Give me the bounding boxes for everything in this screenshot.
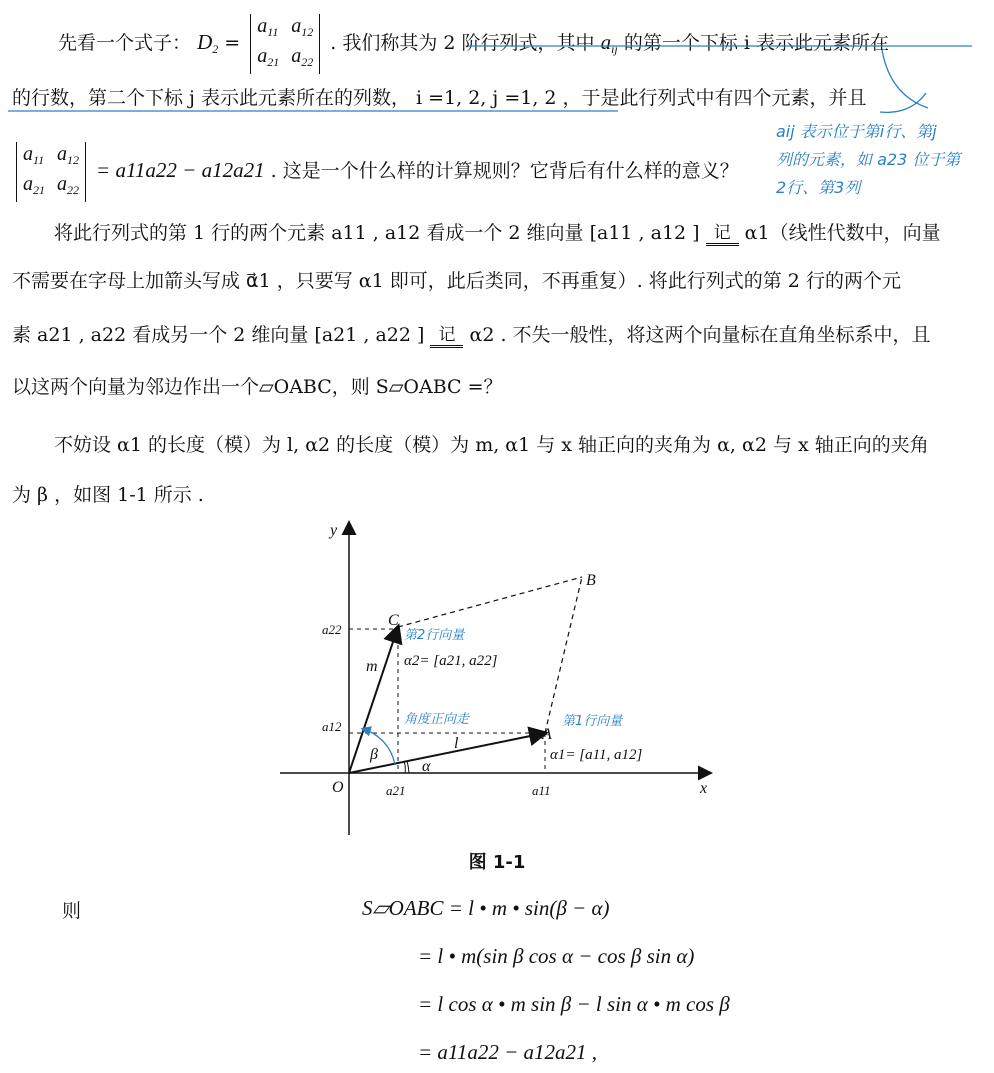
margin-note <box>776 120 960 200</box>
label-B: B <box>586 572 596 589</box>
label-y: y <box>330 522 338 539</box>
paragraph3-line2: 为 β ，如图 1-1 所示 . <box>12 484 204 506</box>
p2-line3-a: 素 a21 , a22 看成另一个 2 维向量 [a21 , a22 ] <box>12 324 425 346</box>
aij-symbol: $a_{ij}$ <box>600 30 618 56</box>
label-C: C <box>388 612 399 629</box>
vector-OA <box>349 733 545 773</box>
p1-question: . 这是一个什么样的计算规则？它背后有什么样的意义？ <box>270 160 739 182</box>
label-a11: a11 <box>532 783 551 798</box>
paragraph2-line4: 以这两个向量为邻边作出一个▱OABC，则 S▱OABC =？ <box>12 376 503 398</box>
p1-mid: . 我们称其为 2 阶行列式，其中 <box>330 32 595 54</box>
side-CB <box>398 577 582 627</box>
ji-arrow-2: 记 <box>430 327 463 348</box>
derivation-line-2: = l • m(sin β cos α − cos β sin α) <box>418 944 695 968</box>
label-O: O <box>332 779 344 796</box>
label-alpha: α <box>422 758 431 775</box>
label-a12: a12 <box>322 719 342 734</box>
p2-line1-a: 将此行列式的第 1 行的两个元素 a11 , a12 看成一个 2 维向量 [a11 , a12 ] <box>54 222 700 244</box>
paragraph1-line2: 的行数，第二个下标 j 表示此元素所在的列数， i =1, 2, j =1, 2 ，于是此行列式中有四个元素，并且 <box>12 87 867 109</box>
p1-prefix: 先看一个式子： <box>58 32 192 54</box>
label-l: l <box>454 735 459 752</box>
note-angle: 角度正向走 <box>404 712 470 727</box>
det-expansion: = a11a22 − a12a21 <box>96 158 265 182</box>
label-a21: a21 <box>386 783 406 798</box>
margin-note-line3: 2行、第3列 <box>776 178 861 197</box>
label-m: m <box>366 658 378 675</box>
p2-line1-b: α1（线性代数中，向量 <box>744 222 941 244</box>
ji-arrow: 记 <box>706 225 739 246</box>
eq-sign: = <box>224 32 241 54</box>
alpha-arc-small <box>404 761 405 773</box>
then-word: 则 <box>62 900 82 922</box>
paragraph2-line1 <box>54 220 994 246</box>
paragraph3-line1: 不妨设 α1 的长度（模）为 l, α2 的长度（模）为 m, α1 与 x 轴正向的夹角为 α, α2 与 x 轴正向的夹角 <box>54 434 929 456</box>
p1-suffix: 的第一个下标 i 表示此元素所在 <box>623 32 889 54</box>
figure-caption: 图 1-1 <box>468 852 526 873</box>
d2-symbol: $D_2$ <box>197 30 219 56</box>
determinant-2x2-repeat: $a_{11}$ $a_{12}$ $a_{21}$ $a_{22}$ <box>16 142 86 202</box>
derivation-line-1: S▱OABC = l • m • sin(β − α) <box>362 896 610 920</box>
label-x: x <box>700 780 708 797</box>
label-a22: a22 <box>322 622 342 637</box>
formula-alpha2: α2= [a21, a22] <box>404 653 498 669</box>
paragraph2-line3 <box>12 322 994 348</box>
beta-arc <box>363 729 395 765</box>
label-beta: β <box>370 746 378 763</box>
figure-1-1 <box>270 515 730 840</box>
derivation-line-4: = a11a22 − a12a21 , <box>418 1040 598 1064</box>
formula-alpha1: α1= [a11, a12] <box>550 747 643 763</box>
margin-note-line2: 列的元素，如 a23 位于第 <box>776 150 961 169</box>
note-row2-vector: 第2行向量 <box>404 628 465 643</box>
note-row1-vector: 第1行向量 <box>562 714 623 729</box>
label-A: A <box>542 726 552 743</box>
p2-line3-b: α2 . 不失一般性，将这两个向量标在直角坐标系中，且 <box>469 324 931 346</box>
derivation-line-3: = l cos α • m sin β − l sin α • m cos β <box>418 992 730 1016</box>
determinant-2x2: $a_{11}$ $a_{12}$ $a_{21}$ $a_{22}$ <box>250 14 320 74</box>
margin-note-line1: aij 表示位于第i行、第j <box>776 122 937 141</box>
side-AB <box>545 577 582 733</box>
alpha-arc <box>407 761 409 773</box>
paragraph2-line2: 不需要在字母上加箭头写成 α⃗1 ，只要写 α1 即可，此后类同，不再重复）. 将此行列式的第 2 行的两个元 <box>12 270 901 292</box>
